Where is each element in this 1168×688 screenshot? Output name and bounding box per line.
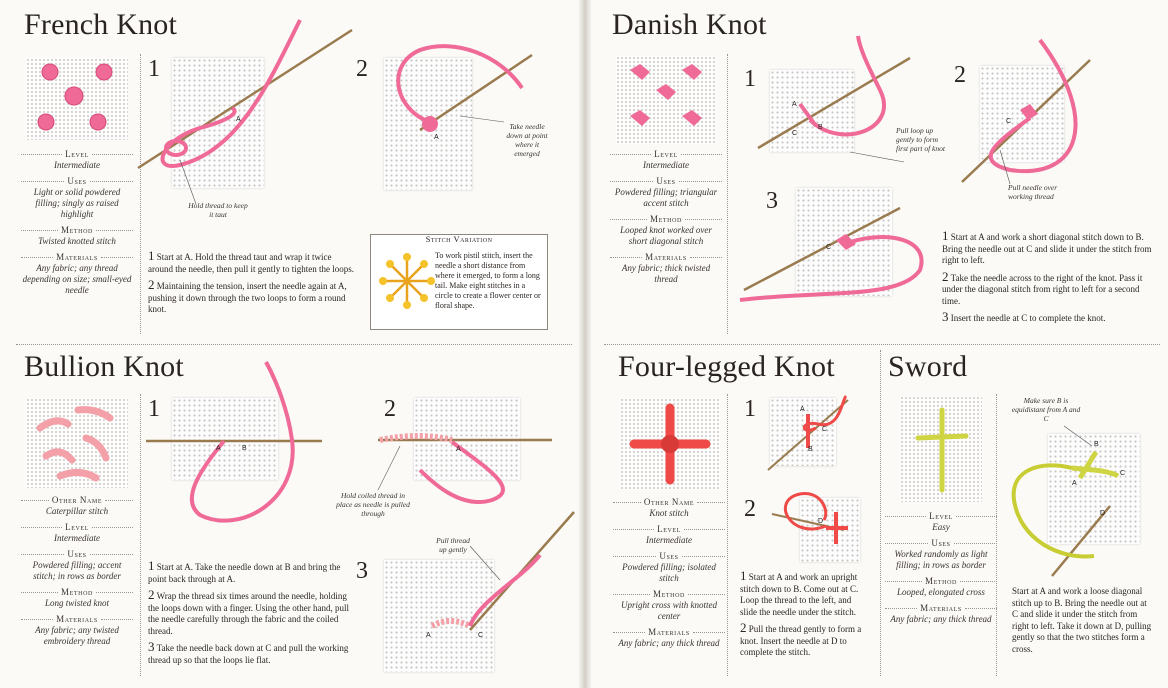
bullion-step3-number: 3 — [356, 558, 368, 584]
detail-value: Worked randomly as light filling; in rows as border — [894, 549, 988, 570]
detail-value: Caterpillar stitch — [45, 506, 109, 516]
detail-label: Method — [610, 214, 722, 225]
danish-step2-number: 2 — [954, 62, 966, 88]
detail-label: Other Name — [613, 497, 725, 508]
detail-value: Any fabric; any thread depending on size; small-eyed needle — [22, 263, 132, 295]
detail-value: Any fabric; any twisted embroidery thread — [35, 625, 119, 646]
step-text: Maintaining the tension, insert the needle again at A, pushing it down through the two loops to form a round knot. — [148, 281, 347, 314]
point-label-c: C — [792, 130, 798, 137]
danish-note1: Pull loop up gently to form first part of knot — [896, 126, 945, 153]
point-label-a: A — [792, 101, 797, 108]
four-legged-step1-number: 1 — [744, 396, 756, 422]
detail-value: Knot stitch — [649, 508, 689, 518]
danish-note2: Pull needle over working thread — [1008, 183, 1058, 201]
danish-step3-number: 3 — [766, 188, 778, 214]
step-text: Start at A. Take the needle down at B and bring the point back through at A. — [148, 562, 341, 584]
detail-label: Other Name — [21, 495, 133, 506]
step-number: 2 — [148, 277, 155, 292]
detail-value: Long twisted knot — [44, 598, 109, 608]
step-text: Start at A. Hold the thread taut and wrap it twice around the needle, then pull it gently to tighten the loops. — [148, 252, 354, 274]
sword-note1: Make sure B is equidistant from A and C — [1011, 396, 1081, 423]
detail-value: Intermediate — [643, 160, 689, 170]
point-label-b: B — [808, 446, 813, 453]
step-text: Take the needle back down at C and pull the working thread up so that the loops lie flat. — [148, 643, 349, 665]
step-number: 1 — [942, 228, 949, 243]
detail-value: Intermediate — [646, 535, 692, 545]
sword-title: Sword — [888, 350, 968, 383]
bullion-knot-title: Bullion Knot — [24, 350, 184, 383]
french-note1: Hold thread to keep it taut — [188, 201, 248, 219]
point-label-c: C — [478, 632, 484, 639]
step-number: 1 — [740, 568, 747, 583]
detail-label: Materials — [21, 252, 133, 263]
four-legged-step2-number: 2 — [744, 496, 756, 522]
french-step2-number: 2 — [356, 56, 368, 82]
point-label-b: B — [818, 124, 823, 131]
french-note2: Take needle down at point where it emerged — [506, 122, 548, 158]
four-legged-knot-title: Four-legged Knot — [618, 350, 835, 383]
detail-label: Materials — [610, 252, 722, 263]
step-number: 2 — [148, 587, 155, 602]
step-text: Start at A and work a short diagonal stitch down to B. Bring the needle out at C and slide it under the stitch from right to left. — [942, 232, 1152, 265]
step-number: 3 — [148, 639, 155, 654]
detail-label: Method — [885, 576, 997, 587]
detail-label: Uses — [21, 176, 133, 187]
step-text: Take the needle across to the right of the knot. Pass it under the diagonal stitch from right to left for a second time. — [942, 272, 1143, 306]
french-step1-number: 1 — [148, 56, 160, 82]
detail-value: Upright cross with knotted center — [621, 600, 717, 621]
point-label-a: A — [434, 134, 439, 141]
detail-value: Light or solid powdered filling; singly as raised highlight — [33, 187, 121, 219]
point-label-c: C — [1006, 118, 1012, 125]
detail-value: Any fabric; thick twisted thread — [621, 263, 711, 284]
detail-label: Level — [21, 522, 133, 533]
point-label-b: B — [242, 445, 247, 452]
detail-value: Looped, elongated cross — [897, 587, 985, 597]
point-label-d: D — [1100, 510, 1106, 517]
detail-label: Level — [610, 149, 722, 160]
detail-label: Materials — [21, 614, 133, 625]
step-number: 2 — [942, 268, 949, 284]
sword-instructions: Start at A and work a loose diagonal stitch up to B. Bring the needle out at C and slide it under the stitch from right to left. Take it down at D, pulling gently so that the two stitches form a cross. — [1012, 586, 1152, 654]
detail-label: Uses — [610, 176, 722, 187]
detail-value: Powdered filling; triangular accent stitch — [614, 187, 718, 208]
detail-label: Materials — [613, 627, 725, 638]
step-text: Wrap the thread six times around the needle, holding the loops down with a finger. Using the other hand, pull the needle carefully through the fabric and the coiled thread. — [148, 591, 349, 636]
detail-label: Level — [885, 511, 997, 522]
detail-value: Powdered filling; isolated stitch — [622, 562, 716, 583]
point-label-a: A — [216, 445, 221, 452]
point-label-c: C — [826, 244, 832, 251]
bullion-note1: Hold coiled thread in place as needle is pulled through — [336, 491, 410, 518]
step-number: 2 — [740, 620, 747, 635]
point-label-a: A — [456, 446, 461, 453]
point-label-a: A — [426, 632, 431, 639]
point-label-a: A — [236, 116, 241, 123]
step-number: 1 — [148, 558, 155, 573]
detail-value: Any fabric; any thick thread — [890, 614, 992, 624]
bullion-note2: Pull thread up gently — [436, 536, 470, 554]
french-knot-title: French Knot — [24, 8, 178, 41]
detail-value: Intermediate — [54, 533, 100, 543]
detail-label: Uses — [21, 549, 133, 560]
detail-label: Materials — [885, 603, 997, 614]
step-text: Insert the needle at C to complete the knot. — [950, 313, 1106, 323]
step-text: Start at A and work an upright stitch down to B. Come out at C. Loop the thread to the left, and slide the needle under the stitch. — [740, 572, 859, 617]
variation-text: To work pistil stitch, insert the needle a short distance from where it emerged, to form a long tail. Make eight stitches in a circle to create a flower center or floral shape. — [435, 251, 541, 310]
detail-value: Twisted knotted stitch — [38, 236, 116, 246]
bullion-step1-number: 1 — [148, 396, 160, 422]
step-number: 1 — [148, 248, 155, 263]
bullion-step2-number: 2 — [384, 396, 396, 422]
detail-label: Level — [613, 524, 725, 535]
detail-label: Level — [21, 149, 133, 160]
point-label-c: C — [822, 426, 828, 433]
point-label-a: A — [1072, 480, 1077, 487]
detail-label: Method — [21, 587, 133, 598]
variation-title: Stitch Variation — [425, 234, 493, 244]
detail-value: Looped knot worked over short diagonal stitch — [620, 225, 712, 246]
danish-knot-title: Danish Knot — [612, 8, 767, 41]
point-label-d: D — [818, 518, 824, 525]
detail-label: Uses — [613, 551, 725, 562]
step-text: Pull the thread gently to form a knot. Insert the needle at D to complete the stitch. — [740, 624, 862, 657]
detail-value: Powdered filling; accent stitch; in rows as border — [32, 560, 122, 581]
point-label-a: A — [800, 406, 805, 413]
detail-value: Any fabric; any thick thread — [618, 638, 720, 648]
detail-label: Method — [613, 589, 725, 600]
step-number: 3 — [942, 309, 949, 324]
point-label-b: B — [1094, 441, 1099, 448]
danish-step1-number: 1 — [744, 66, 756, 92]
detail-label: Method — [21, 225, 133, 236]
detail-value: Intermediate — [54, 160, 100, 170]
detail-label: Uses — [885, 538, 997, 549]
point-label-c: C — [1120, 470, 1126, 477]
detail-value: Easy — [932, 522, 950, 532]
